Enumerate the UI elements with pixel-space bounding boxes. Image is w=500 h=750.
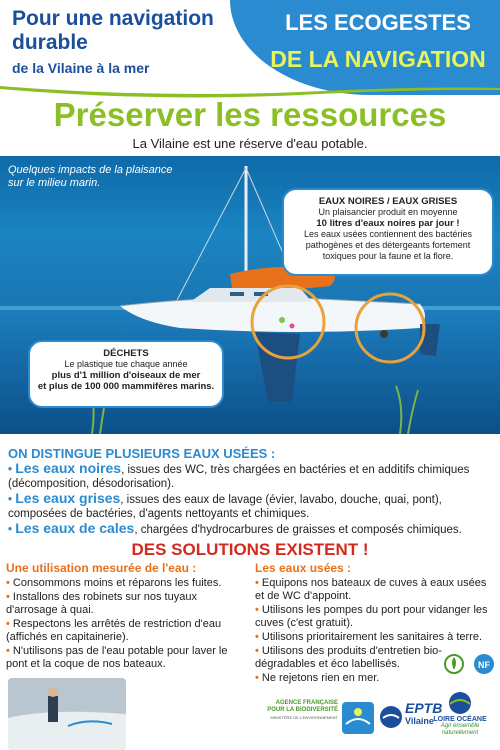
afb-line2: POUR LA BIODIVERSITÉ bbox=[267, 707, 338, 713]
grey-water-line4: pathogènes et des détergeants fortement bbox=[305, 240, 471, 250]
grey-water-line1: Un plaisancier produit en moyenne bbox=[318, 207, 458, 217]
dechets-line1: Le plastique tue chaque année bbox=[64, 359, 188, 369]
usees-key: Les eaux noires bbox=[15, 460, 122, 476]
solutions-right-item: • Utilisons les pompes du port pour vidanger les cuves (c'est gratuit). bbox=[255, 604, 488, 629]
loire-line2: naturellement bbox=[441, 730, 479, 736]
solutions-right-item: • Equipons nos bateaux de cuves à eaux usées et de WC d'appoint. bbox=[255, 577, 487, 602]
header-left bbox=[0, 0, 250, 90]
impacts-line2: sur le milieu marin. bbox=[8, 177, 101, 189]
dechets-line2: plus d'1 million d'oiseaux de mer bbox=[51, 370, 201, 381]
solutions-heading: DES SOLUTIONS EXISTENT ! bbox=[131, 540, 369, 559]
eco-labels-icon bbox=[442, 652, 498, 678]
usees-item: • Les eaux grises, issues des eaux de lavage (évier, lavabo, douche, quai, pont), composées de bactéries, d'agents nettoyants et chimiques. bbox=[8, 490, 442, 520]
solutions-left-item: • N'utilisons pas de l'eau potable pour laver le pont et la coque de nos bateaux. bbox=[6, 645, 228, 670]
header-left-line3: de la Vilaine à la mer bbox=[12, 60, 150, 76]
usees-item: • Les eaux noires, issues des WC, très chargées en bactéries et en additifs chimiques (décomposition, désodorisation). bbox=[8, 460, 470, 490]
usees-text: , chargées d'hydrocarbures de graisses et composés chimiques. bbox=[134, 524, 462, 536]
usees-key: Les eaux grises bbox=[15, 490, 121, 506]
header-right-banner bbox=[230, 0, 500, 95]
loire-name: LOIRE OCÉANE bbox=[433, 716, 487, 723]
region-logo-icon bbox=[340, 700, 376, 736]
svg-text:NF: NF bbox=[478, 660, 490, 670]
usees-heading: ON DISTINGUE PLUSIEURS EAUX USÉES : bbox=[8, 446, 276, 461]
dechets-line3: et plus de 100 000 mammifères marins. bbox=[37, 381, 215, 392]
dechets-box bbox=[28, 340, 224, 408]
header-left-line1: Pour une navigation bbox=[12, 7, 214, 30]
impacts-caption bbox=[8, 164, 172, 190]
grey-water-title: EAUX NOIRES / EAUX GRISES bbox=[318, 196, 458, 207]
solutions-left-item: • Respectons les arrêtés de restriction d'eau (affichés en capitainerie). bbox=[6, 618, 222, 643]
logo-loire bbox=[420, 716, 500, 737]
grey-water-line5: toxiques pour la faune et la flore. bbox=[322, 251, 454, 261]
eptb-sub: Vilaine bbox=[405, 716, 434, 726]
photo-hull-washing bbox=[8, 678, 126, 750]
grey-water-line3: Les eaux usées contiennent des bactéries bbox=[303, 229, 473, 239]
solutions-right-heading: Les eaux usées : bbox=[255, 561, 352, 575]
eptb-emblem-icon bbox=[378, 704, 404, 730]
page-subtitle: La Vilaine est une réserve d'eau potable. bbox=[132, 136, 368, 151]
usees-text: , issues des WC, très chargées en bactéries et en additifs chimiques (décomposition, désodorisation). bbox=[8, 464, 470, 490]
afb-line1: AGENCE FRANÇAISE bbox=[275, 700, 338, 706]
solutions-right-item: • Utilisons des produits d'entretien bio-dégradables et éco labellisés. bbox=[255, 645, 442, 670]
page-title: Préserver les ressources bbox=[53, 96, 447, 133]
header-left-line2: durable bbox=[12, 31, 88, 54]
logo-afb bbox=[262, 700, 338, 721]
header-right-line2: DE LA NAVIGATION bbox=[270, 46, 486, 72]
solutions-left-heading: Une utilisation mesurée de l'eau : bbox=[6, 561, 197, 575]
solutions-right-item: • Utilisons prioritairement les sanitaires à terre. bbox=[255, 631, 483, 643]
grey-water-line2: 10 litres d'eaux noires par jour ! bbox=[316, 218, 460, 229]
usees-item: • Les eaux de cales, chargées d'hydrocarbures de graisses et composés chimiques. bbox=[8, 520, 462, 536]
impacts-line1: Quelques impacts de la plaisance bbox=[8, 164, 173, 176]
solutions-left-item: • Consommons moins et réparons les fuites. bbox=[6, 577, 222, 589]
grey-water-box bbox=[282, 188, 494, 276]
solutions-right-item: • Ne rejetons rien en mer. bbox=[255, 672, 380, 684]
header-right-line1: LES ECOGESTES bbox=[285, 10, 471, 35]
loire-line1: Agir ensemble bbox=[440, 723, 480, 729]
solutions-left-column bbox=[6, 562, 246, 672]
solutions-left-item: • Installons des robinets sur nos tuyaux d'arrosage à quai. bbox=[6, 591, 197, 616]
usees-key: Les eaux de cales bbox=[15, 520, 135, 536]
usees-list bbox=[8, 462, 494, 539]
dechets-title: DÉCHETS bbox=[103, 348, 149, 359]
usees-text: , issues des eaux de lavage (évier, lavabo, douche, quai, pont), composées de bactéries, d'agents nettoyants et chimiques. bbox=[8, 494, 442, 520]
loire-logo-icon bbox=[440, 690, 480, 716]
eptb-name: EPTB bbox=[405, 700, 443, 716]
afb-small: MINISTÈRE DE L'ENVIRONNEMENT bbox=[270, 715, 338, 720]
